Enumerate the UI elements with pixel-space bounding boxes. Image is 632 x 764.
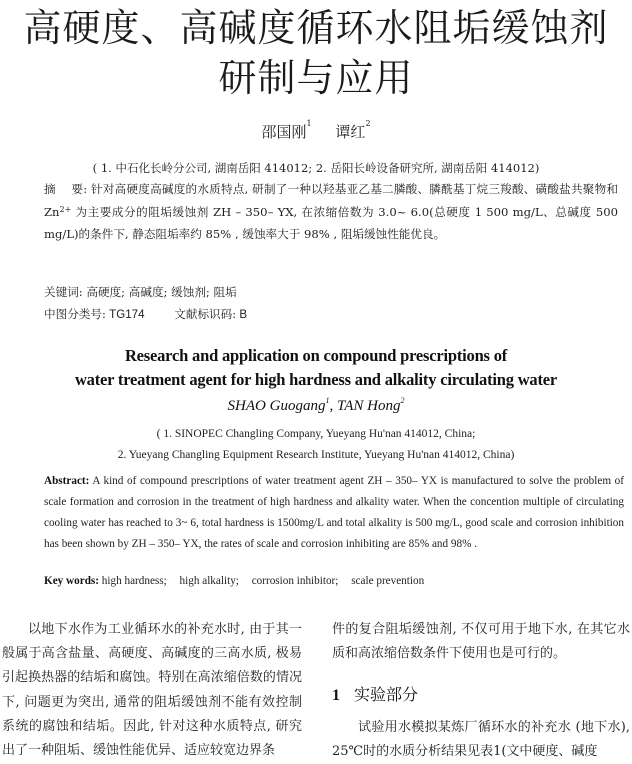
section-title: 实验部分 bbox=[354, 685, 419, 704]
author-affil-mark: 1 bbox=[306, 119, 312, 128]
doc-code-value: B bbox=[236, 308, 248, 321]
abstract-cn-text: 针对高硬度高碱度的水质特点, 研制了一种以羟基亚乙基二膦酸、膦酰基丁烷三羧酸、磺酸盐共聚物和 Zn bbox=[44, 182, 619, 219]
author-affil-mark: 1 bbox=[325, 396, 330, 405]
clc-label: 中图分类号: bbox=[44, 307, 106, 321]
author-affil-mark: 2 bbox=[400, 396, 405, 405]
author-name: 邵国刚 bbox=[261, 123, 307, 141]
abstract-en-text: A kind of compound prescriptions of water treatment agent ZH – 350– YX is manufactured to solve the problem of scale formation and corrosion in the treatment of high hardness and alkality water. When the concention multiple of circulating cooling water has reached to 3~ 6, total hardness is 1500mg/L and total alkality is 500 mg/L, good scale and corrosion inhibition has been shown by ZH – 350– YX, the rates of scale and corrosion inhibiting are 85% and 98% . bbox=[44, 475, 624, 550]
affiliation-en-line1: ( 1. SINOPEC Changling Company, Yueyang Hu'nan 414012, China; bbox=[156, 428, 476, 440]
author-name-en: SHAO Guogang bbox=[227, 398, 326, 414]
keywords-cn bbox=[44, 284, 237, 300]
section-heading bbox=[332, 682, 418, 705]
author-name-en: TAN Hong bbox=[336, 398, 401, 414]
clc-value: TG174 bbox=[105, 308, 145, 321]
zn-superscript: 2+ bbox=[59, 204, 72, 214]
affiliation-cn: ( 1. 中石化长岭分公司, 湖南岳阳 414012; 2. 岳阳长岭设备研究所, 湖南岳阳 414012) bbox=[92, 161, 540, 175]
title-cn-line1: 高硬度、高碱度循环水阻垢缓蚀剂 bbox=[23, 6, 609, 50]
keywords-en-label: Key words: bbox=[44, 575, 99, 587]
doc-code-label: 文献标识码: bbox=[174, 307, 237, 321]
author-affil-mark: 2 bbox=[365, 119, 371, 128]
keywords-cn-label: 关键词: bbox=[44, 285, 83, 299]
keyword-item: scale prevention bbox=[351, 575, 425, 587]
author-name: 谭红 bbox=[335, 123, 366, 141]
keywords-cn-text: 高硬度; 高碱度; 缓蚀剂; 阻垢 bbox=[82, 285, 237, 299]
abstract-en bbox=[44, 471, 624, 555]
body-right-paragraph: 件的复合阻垢缓蚀剂, 不仅可用于地下水, 在其它水质和高浓缩倍数条件下使用也是可行的。 bbox=[332, 622, 630, 662]
title-cn-line2: 研制与应用 bbox=[218, 56, 414, 100]
body-left-paragraph: 以地下水作为工业循环水的补充水时, 由于其一般属于高含盐量、高硬度、高碱度的三高水质, 极易引起换热器的结垢和腐蚀。特别在高浓缩倍数的情况下, 问题更为突出, 通常的阻垢缓蚀剂不能有效控制系统的腐蚀和结垢。因此, 针对这种水质特点, 研究出了一种阻垢、缓蚀性能优异、适应较宽边界条 bbox=[2, 622, 302, 759]
keyword-item: high alkality; bbox=[179, 575, 239, 587]
keywords-en bbox=[44, 575, 434, 587]
classification-line bbox=[44, 306, 247, 322]
abstract-cn-text-cont: 为主要成分的阻垢缓蚀剂 ZH – 350– YX, 在浓缩倍数为 3.0~ 6.0(总硬度 1 500 mg/L、总碱度 500 mg/L)的条件下, 静态阻垢率约 85% , 缓蚀率大于 98% , 阻垢缓蚀性能优良。 bbox=[44, 204, 618, 241]
authors-cn bbox=[0, 121, 632, 142]
title-en-line2: water treatment agent for high hardness and alkality circulating water bbox=[74, 370, 558, 389]
abstract-cn bbox=[44, 178, 618, 246]
section-number: 1 bbox=[332, 687, 340, 704]
abstract-cn-label: 摘 要: bbox=[44, 182, 88, 196]
keyword-item: high hardness; bbox=[101, 575, 167, 587]
affiliation-en-line2: 2. Yueyang Changling Equipment Research Institute, Yueyang Hu'nan 414012, China) bbox=[117, 449, 515, 461]
abstract-en-label: Abstract: bbox=[44, 475, 90, 487]
keyword-item: corrosion inhibitor; bbox=[251, 575, 339, 587]
title-en-line1: Research and application on compound prescriptions of bbox=[124, 346, 508, 365]
section-paragraph: 试验用水模拟某炼厂循环水的补充水 (地下水), 25℃时的水质分析结果见表1(文中硬度、碱度 bbox=[332, 720, 630, 759]
authors-en: SHAO Guogang$^1$, TAN Hong$^2$ bbox=[227, 396, 405, 414]
